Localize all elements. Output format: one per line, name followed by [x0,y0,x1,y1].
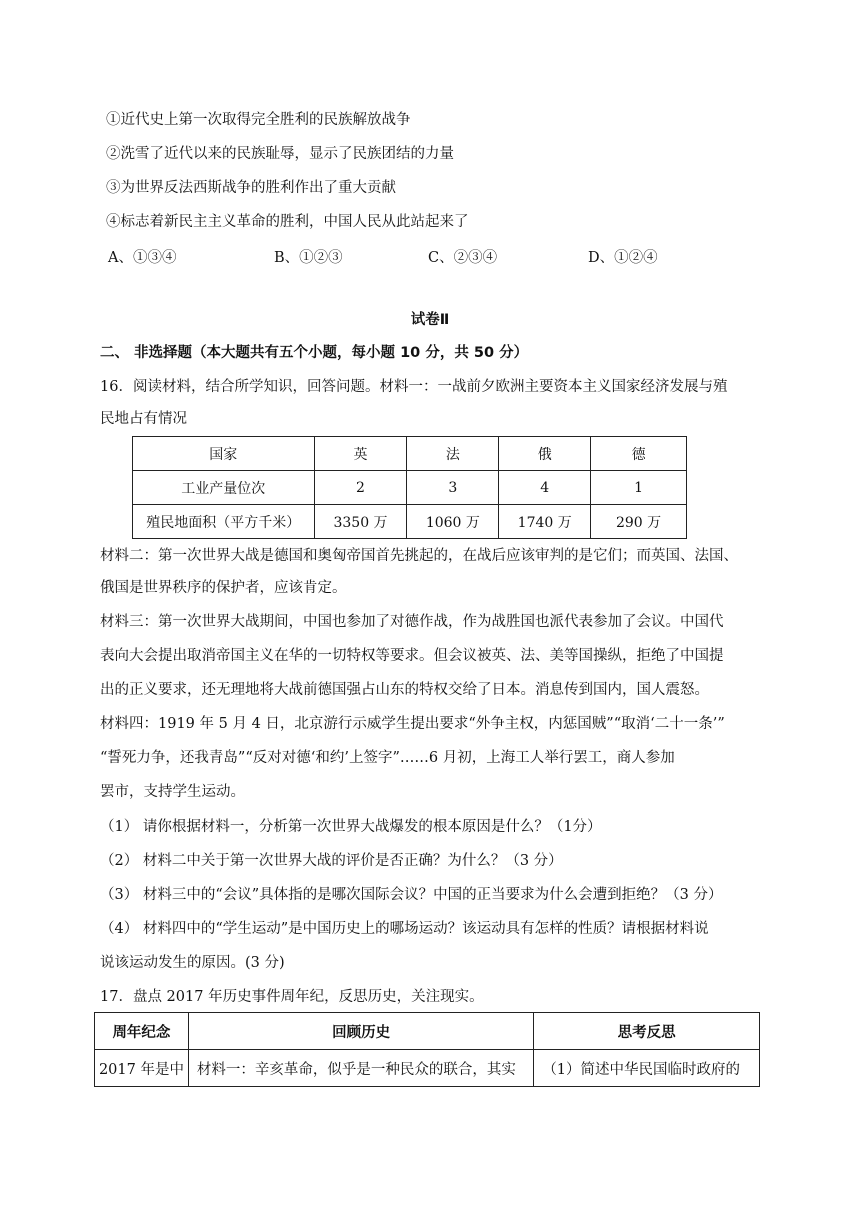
material-4-line-2: “誓死力争，还我青岛”“反对对德‘和约’上签字”……6 月初，上海工人举行罢工，商人参加 [100,750,675,766]
table-row [133,505,687,539]
table-cell: 工业产量位次 [133,471,315,505]
q16-intro-line-2: 民地占有情况 [100,411,187,427]
table-row [133,471,687,505]
choice-b: B、①②③ [274,250,343,266]
option-statement-1: ①近代史上第一次取得完全胜利的民族解放战争 [106,112,411,128]
table-cell: 2 [314,471,407,505]
q17-intro: 17．盘点 2017 年历史事件周年纪，反思历史，关注现实。 [100,989,484,1005]
table-header-cell: 国家 [133,437,315,471]
material-3-line-1: 材料三：第一次世界大战期间，中国也参加了对德作战，作为战胜国也派代表参加了会议。中国代 [100,614,724,630]
table-cell: 2017 年是中 [95,1050,189,1087]
q16-question-3: （3） 材料三中的“会议”具体指的是哪次国际会议？中国的正当要求为什么会遭到拒绝？（3 分） [100,887,723,903]
table-cell: 1740 万 [499,505,591,539]
table-row [133,437,687,471]
table-cell: 4 [499,471,591,505]
choice-a: A、①③④ [108,250,177,266]
q16-intro-line-1: 16．阅读材料，结合所学知识，回答问题。材料一：一战前夕欧洲主要资本主义国家经济发展与殖 [100,379,728,395]
q17-table [94,1012,760,1087]
choice-d: D、①②④ [588,250,658,266]
table-header-cell: 周年纪念 [95,1013,189,1050]
table-header-cell: 思考反思 [534,1013,760,1050]
option-statement-2: ②洗雪了近代以来的民族耻辱，显示了民族团结的力量 [106,146,454,162]
table-row [95,1050,760,1087]
q16-question-4-line-1: （4） 材料四中的“学生运动”是中国历史上的哪场运动？该运动具有怎样的性质？请根据材料说 [100,921,709,937]
choice-c: C、②③④ [428,250,498,266]
table-cell: 290 万 [591,505,687,539]
q16-question-2: （2） 材料二中关于第一次世界大战的评价是否正确？为什么？（3 分） [100,853,563,869]
table-cell: 1060 万 [407,505,499,539]
option-statement-4: ④标志着新民主主义革命的胜利，中国人民从此站起来了 [106,214,469,230]
material-4-line-3: 罢市，支持学生运动。 [100,784,245,800]
option-statement-3: ③为世界反法西斯战争的胜利作出了重大贡献 [106,180,396,196]
material-2-line-2: 俄国是世界秩序的保护者，应该肯定。 [100,580,347,596]
material-2-line-1: 材料二：第一次世界大战是德国和奥匈帝国首先挑起的，在战后应该审判的是它们；而英国、法国、 [100,548,738,564]
table-header-cell: 回顾历史 [188,1013,533,1050]
q16-question-1: （1） 请你根据材料一，分析第一次世界大战爆发的根本原因是什么？（1分） [100,819,602,835]
q16-table [132,436,687,539]
table-cell: 3 [407,471,499,505]
table-header-cell: 英 [314,437,407,471]
table-cell: 3350 万 [314,505,407,539]
table-header-cell: 法 [407,437,499,471]
table-header-cell: 德 [591,437,687,471]
table-cell: 殖民地面积（平方千米） [133,505,315,539]
paper-title: 试卷Ⅱ [410,312,450,328]
table-cell: 材料一：辛亥革命，似乎是一种民众的联合，其实 [188,1050,533,1087]
table-header-cell: 俄 [499,437,591,471]
material-3-line-3: 出的正义要求，还无理地将大战前德国强占山东的特权交给了日本。消息传到国内，国人震怒。 [100,682,709,698]
table-row [95,1013,760,1050]
table-cell: 1 [591,471,687,505]
table-cell: （1）简述中华民国临时政府的 [534,1050,760,1087]
material-4-line-1: 材料四：1919 年 5 月 4 日，北京游行示威学生提出要求“外争主权，内惩国贼”“取消‘二十一条’” [100,716,725,732]
material-3-line-2: 表向大会提出取消帝国主义在华的一切特权等要求。但会议被英、法、美等国操纵，拒绝了中国提 [100,648,724,664]
q16-question-4-line-2: 说该运动发生的原因。(3 分) [100,955,285,971]
section-heading: 二、 非选择题（本大题共有五个小题，每小题 10 分，共 50 分） [100,345,529,361]
